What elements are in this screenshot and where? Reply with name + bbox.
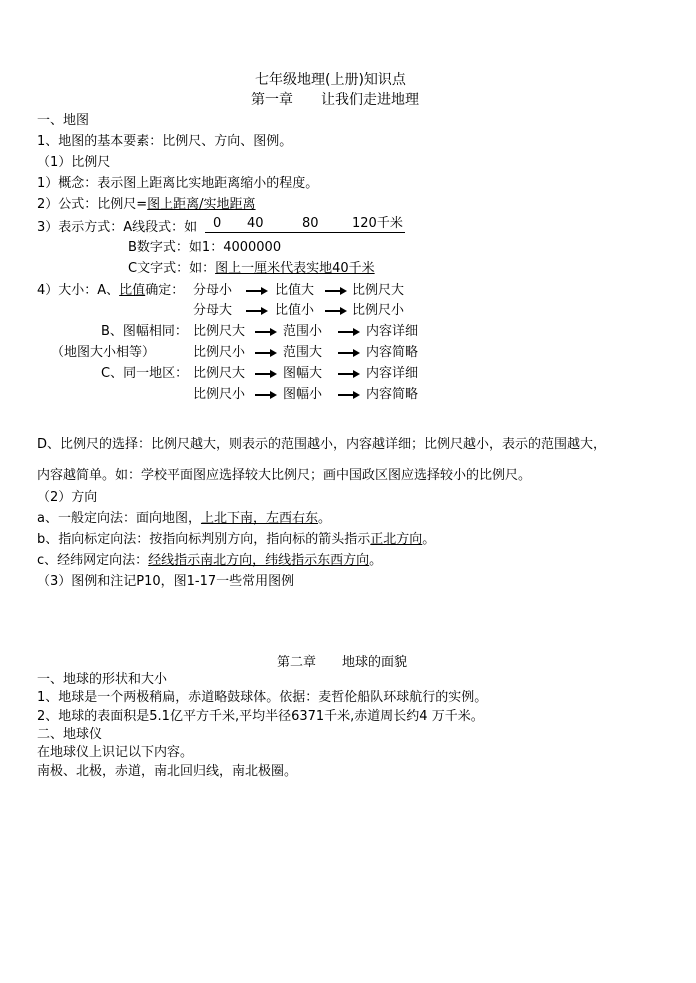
size-c-label: C、同一地区： xyxy=(101,366,189,381)
size-row2-c3: 比例尺小 xyxy=(352,303,405,318)
size-row3-c2: 范围小 xyxy=(283,324,323,339)
size-row2-c2: 比值小 xyxy=(275,303,315,318)
arrow-icon xyxy=(252,366,280,382)
globe-intro-line: 在地球仪上识记以下内容。 xyxy=(37,745,194,760)
scale-subheading: （1）比例尺 xyxy=(37,155,111,170)
size-a-prefix: 4）大小：A、 xyxy=(37,283,120,298)
scale-form-c xyxy=(128,261,375,277)
size-row6-c2: 图幅小 xyxy=(283,387,323,402)
form-c-value: 图上一厘米代表实地40千米 xyxy=(215,261,375,276)
direction-general-end: 。 xyxy=(317,511,331,526)
direction-general-rule: 上北下南，左西右东 xyxy=(200,511,318,526)
size-row4-c2: 范围大 xyxy=(283,345,323,360)
direction-pointer-end: 。 xyxy=(422,532,436,547)
size-b-note: （地图大小相等） xyxy=(51,345,156,360)
earth-shape-heading: 一、地球的形状和大小 xyxy=(37,672,168,687)
size-row1-c2: 比值大 xyxy=(275,283,315,298)
scale-tick-0: 0 xyxy=(213,216,222,231)
scale-tick-80: 80 xyxy=(302,216,319,231)
size-a-ratio: 比值 xyxy=(119,283,146,298)
arrow-icon xyxy=(335,366,363,382)
size-row4-c1: 比例尺小 xyxy=(193,345,246,360)
scale-formula-line xyxy=(37,197,256,213)
arrow-icon xyxy=(252,345,280,361)
size-row2-c1: 分母大 xyxy=(193,303,233,318)
arrow-icon xyxy=(243,283,271,299)
size-row4-c3: 内容简略 xyxy=(366,345,419,360)
formula-label: 2）公式：比例尺= xyxy=(37,197,148,212)
arrow-icon xyxy=(322,283,350,299)
chapter2-title: 第二章 地球的面貌 xyxy=(277,655,408,670)
scale-bar-line xyxy=(205,232,405,233)
scale-tick-40: 40 xyxy=(247,216,264,231)
size-row6-c3: 内容简略 xyxy=(366,387,419,402)
map-elements-line: 1、地图的基本要素：比例尺、方向、图例。 xyxy=(37,134,293,149)
arrow-icon xyxy=(243,303,271,319)
arrow-icon xyxy=(322,303,350,319)
direction-grid-rule: 经线指示南北方向，纬线指示东西方向 xyxy=(148,553,370,568)
direction-general-label: a、一般定向法：面向地图， xyxy=(37,511,201,526)
direction-pointer-rule: 正北方向 xyxy=(370,532,423,547)
size-row3-c3: 内容详细 xyxy=(366,324,419,339)
size-row5-c1: 比例尺大 xyxy=(193,366,246,381)
size-row1-c3: 比例尺大 xyxy=(352,283,405,298)
scale-choice-line2: 内容越简单。如：学校平面图应选择较大比例尺；画中国政区图应选择较小的比例尺。 xyxy=(37,468,532,483)
direction-grid-end: 。 xyxy=(369,553,383,568)
arrow-icon xyxy=(252,324,280,340)
earth-size-line: 2、地球的表面积是5.1亿平方千米,平均半径6371千米,赤道周长约4 万千米。 xyxy=(37,709,484,724)
direction-general-line xyxy=(37,511,331,527)
document-title: 七年级地理(上册)知识点 xyxy=(255,72,406,88)
direction-subheading: （2）方向 xyxy=(37,490,98,505)
legend-line: （3）图例和注记P10，图1-17一些常用图例 xyxy=(37,574,295,589)
scale-tick-120: 120千米 xyxy=(352,216,403,231)
chapter1-title: 第一章 让我们走进地理 xyxy=(251,92,419,108)
size-row5-c2: 图幅大 xyxy=(283,366,323,381)
scale-concept-line: 1）概念：表示图上距离比实地距离缩小的程度。 xyxy=(37,176,319,191)
size-a-suffix: 确定： xyxy=(145,283,185,298)
scale-choice-line1: D、比例尺的选择：比例尺越大，则表示的范围越小，内容越详细；比例尺越小，表示的范围越大， xyxy=(37,437,607,452)
formula-value: 图上距离/实地距离 xyxy=(147,197,256,212)
section-map-heading: 一、地图 xyxy=(37,113,90,128)
arrow-icon xyxy=(335,387,363,403)
arrow-icon xyxy=(335,324,363,340)
arrow-icon xyxy=(335,345,363,361)
direction-pointer-line xyxy=(37,532,435,548)
size-row1-c1: 分母小 xyxy=(193,283,233,298)
size-row3-c1: 比例尺大 xyxy=(193,324,246,339)
scale-form-a-label: 3）表示方式：A线段式：如 xyxy=(37,220,198,235)
earth-shape-line: 1、地球是一个两极稍扁，赤道略鼓球体。依据：麦哲伦船队环球航行的实例。 xyxy=(37,690,488,705)
direction-pointer-label: b、指向标定向法：按指向标判别方向，指向标的箭头指示 xyxy=(37,532,371,547)
size-b-label: B、图幅相同： xyxy=(101,324,188,339)
size-row5-c3: 内容详细 xyxy=(366,366,419,381)
globe-heading: 二、地球仪 xyxy=(37,727,103,742)
arrow-icon xyxy=(252,387,280,403)
globe-items-line: 南极、北极，赤道，南北回归线，南北极圈。 xyxy=(37,764,298,779)
size-a-label xyxy=(37,283,184,299)
form-c-label: C文字式：如： xyxy=(128,261,216,276)
scale-form-b: B数字式：如1：4000000 xyxy=(128,240,282,255)
direction-grid-label: c、经纬网定向法： xyxy=(37,553,149,568)
size-row6-c1: 比例尺小 xyxy=(193,387,246,402)
direction-grid-line xyxy=(37,553,382,569)
